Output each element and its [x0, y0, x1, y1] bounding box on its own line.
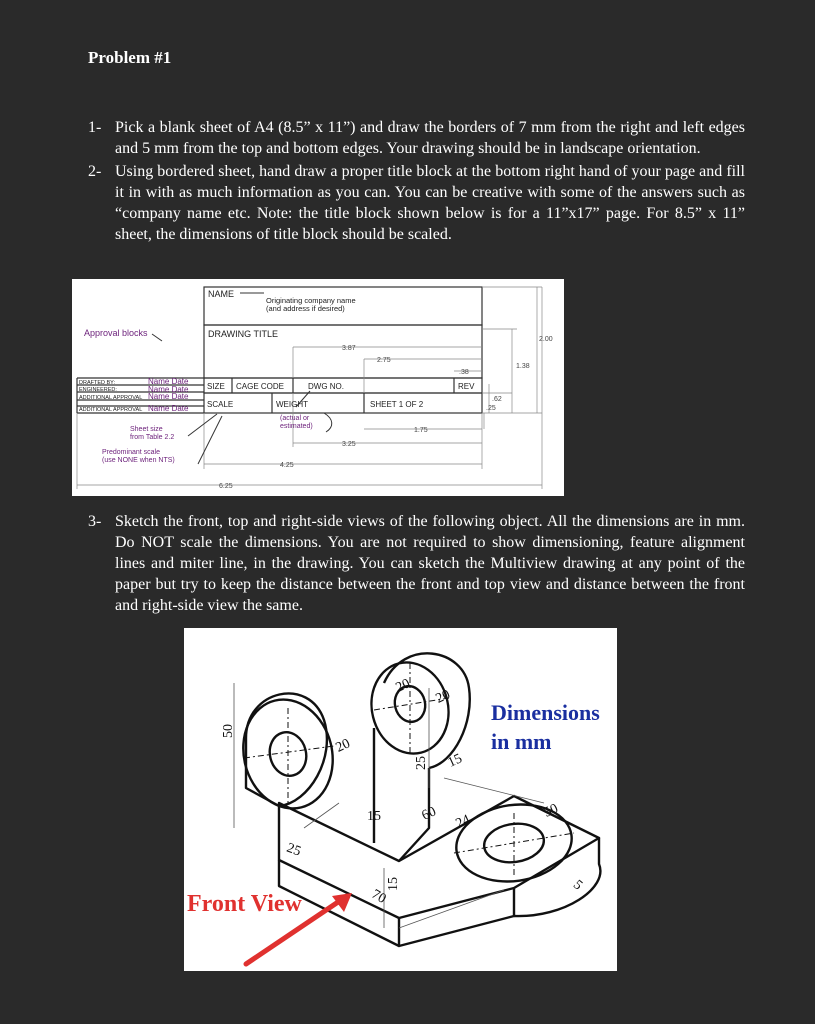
tb-row-value: Name Date: [148, 385, 189, 394]
iso-dim: 5: [570, 877, 586, 894]
instruction-text: Sketch the front, top and right-side views of the following object. All the dimensions are in mm. Do NOT scale the dimensions. You are not required to show dimensioning, feature alignment lines and miter line, in the drawing. You can sketch the Multiview drawing at any point of the paper but try to keep the distance between the front and top view and distance between the front and right-side view the same.: [115, 513, 745, 614]
iso-dim: 24: [453, 812, 473, 832]
tb-size: SIZE: [207, 382, 225, 391]
tb-row-value: Name Date: [148, 377, 189, 386]
instruction-list: [80, 511, 745, 616]
iso-dim: 20: [393, 676, 413, 696]
tb-rev: REV: [458, 382, 475, 391]
tb-weight: WEIGHT: [276, 400, 308, 409]
tb-predominant-scale: (use NONE when NTS): [102, 457, 175, 464]
tb-approval-blocks: Approval blocks: [84, 328, 148, 338]
tb-sheet-size: Sheet size: [130, 426, 163, 433]
tb-name: NAME: [208, 289, 235, 299]
tb-drawing-title: DRAWING TITLE: [208, 329, 279, 339]
iso-dim: 20: [433, 687, 453, 707]
tb-dim: 2.00: [539, 336, 553, 343]
title-block-figure: [72, 279, 564, 496]
dimensions-label: in mm: [491, 729, 552, 754]
iso-dim: 50: [221, 724, 236, 738]
iso-dim: 25: [414, 756, 429, 770]
iso-dim: 60: [419, 804, 439, 824]
iso-dim: 50: [541, 801, 561, 821]
isometric-figure: [184, 628, 617, 971]
tb-dim: .38: [459, 369, 469, 376]
tb-dim: 3.87: [342, 345, 356, 352]
dimensions-label: Dimensions: [491, 700, 600, 725]
tb-sheet: SHEET 1 OF 2: [370, 400, 424, 409]
tb-scale: SCALE: [207, 400, 234, 409]
tb-dim: 3.25: [342, 441, 356, 448]
iso-dim: 20: [333, 736, 353, 756]
tb-dim: 6.25: [219, 483, 233, 490]
iso-dim: 70: [368, 886, 389, 907]
tb-row-label: ADDITIONAL APPROVAL: [79, 407, 143, 413]
tb-row-label: ADDITIONAL APPROVAL: [79, 395, 143, 401]
front-view-label: Front View: [187, 891, 302, 917]
tb-row-label: DRAFTED BY:: [79, 380, 116, 386]
tb-predominant-scale: Predominant scale: [102, 449, 160, 456]
instruction-list: [80, 117, 745, 245]
tb-originating: Originating company name: [266, 296, 356, 305]
tb-dim: .25: [486, 405, 496, 412]
tb-row-label: ENGINEERED:: [79, 387, 117, 393]
tb-row-value: Name Date: [148, 392, 189, 401]
tb-originating-note: (and address if desired): [266, 304, 345, 313]
instruction-text: Using bordered sheet, hand draw a proper title block at the bottom right hand of your page and fill it in with as much information as you can. You can be creative with some of the answers such as “company name etc. Note: the title block shown below is for a 11”x17” page. For 8.5” x 11” sheet, the dimensions of title block should be scaled.: [115, 163, 745, 243]
instruction-number: 1-: [88, 119, 102, 136]
tb-weight-note: (actual or: [280, 415, 310, 422]
iso-dim: 15: [445, 751, 465, 771]
problem-title: Problem #1: [88, 48, 172, 67]
tb-row-value: Name Date: [148, 404, 189, 413]
tb-dim: .62: [492, 396, 502, 403]
tb-cage-code: CAGE CODE: [236, 382, 285, 391]
tb-dim: 1.75: [414, 427, 428, 434]
instruction-text: Pick a blank sheet of A4 (8.5” x 11”) and draw the borders of 7 mm from the right and left edges and 5 mm from the top and bottom edges. Your drawing should be in landscape orientation.: [115, 119, 745, 157]
iso-dim: 15: [367, 809, 381, 824]
iso-dim: 25: [284, 840, 303, 860]
tb-weight-note: estimated): [280, 423, 313, 430]
tb-sheet-size: from Table 2.2: [130, 434, 175, 441]
instruction-item: [80, 117, 745, 159]
tb-dwg-no: DWG NO.: [308, 382, 344, 391]
tb-dim: 4.25: [280, 462, 294, 469]
instruction-number: 3-: [88, 513, 102, 530]
instruction-item: [80, 511, 745, 616]
iso-dim: 15: [386, 877, 401, 891]
tb-dim: 1.38: [516, 363, 530, 370]
instruction-item: [80, 161, 745, 245]
instruction-number: 2-: [88, 163, 102, 180]
tb-dim: 2.75: [377, 357, 391, 364]
